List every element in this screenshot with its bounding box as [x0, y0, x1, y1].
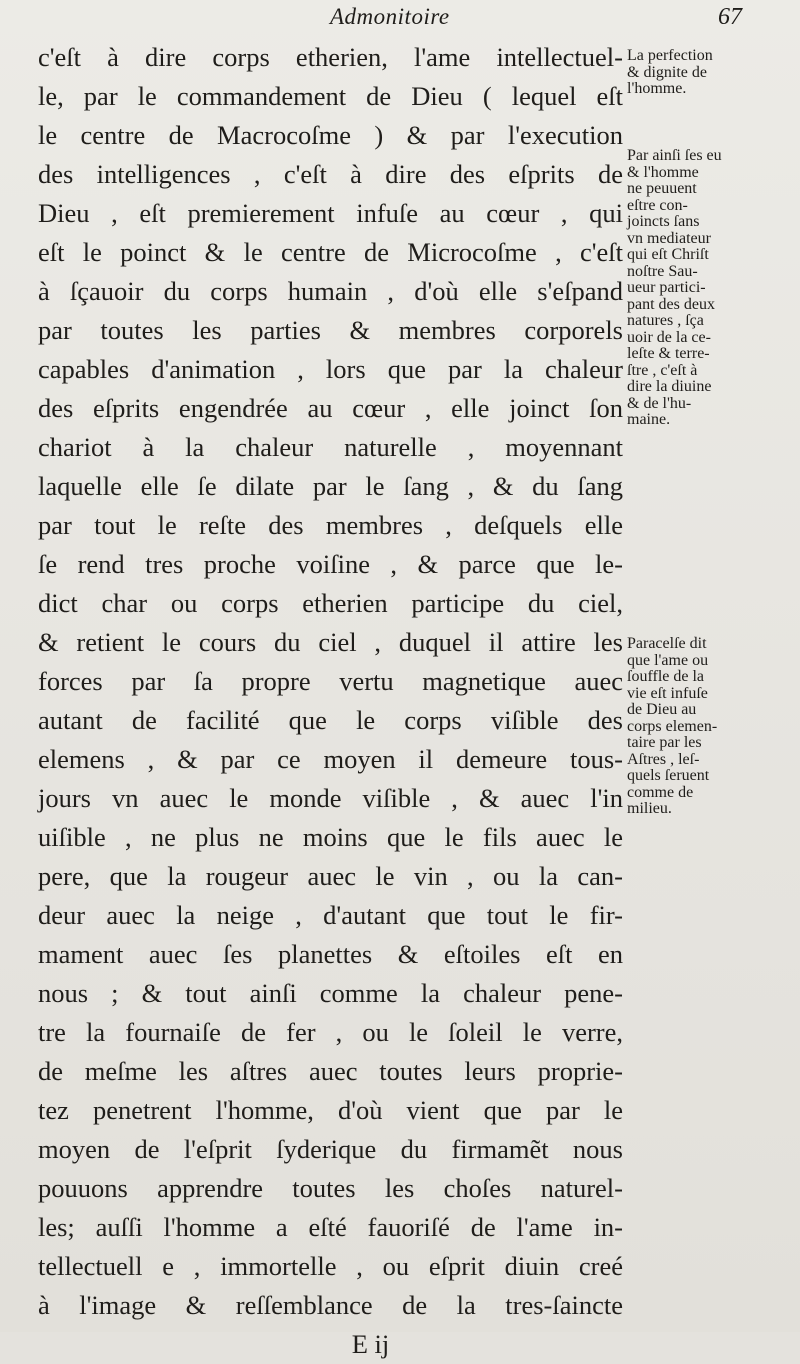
text-line: c'eſt à dire corps etherien, l'ame intellectuel- — [38, 42, 623, 72]
note-line: l'homme. — [627, 80, 687, 97]
text-line: deur auec la neige , d'autant que tout le fir- — [38, 900, 623, 930]
note-line: pant des deux — [627, 295, 715, 313]
text-line: les; auſſi l'homme a eſté fauoriſé de l'ame in- — [38, 1212, 623, 1242]
text-line: uiſible , ne plus ne moins que le fils auec le — [38, 822, 623, 852]
note-line: eſtre con- — [627, 196, 688, 214]
text-line: des eſprits engendrée au cœur , elle joinct ſon — [38, 393, 623, 423]
page-number: 67 — [718, 4, 742, 30]
marginal-note-paracelse — [627, 636, 797, 818]
note-line: leſte & terre- — [627, 345, 710, 362]
note-line: ſtre , c'eſt à — [627, 361, 698, 379]
text-line: forces par ſa propre vertu magnetique auec — [38, 666, 623, 696]
marginal-note-mediator — [627, 148, 797, 429]
text-line: moyen de l'eſprit ſyderique du firmamẽt nous — [38, 1134, 623, 1164]
page-header — [0, 4, 800, 34]
note-line: ne peuuent — [627, 180, 697, 197]
text-line: tre la fournaiſe de fer , ou le ſoleil le verre, — [38, 1017, 623, 1047]
text-line: tellectuell e , immortelle , ou eſprit diuin creé — [38, 1251, 623, 1281]
text-line: par toutes les parties & membres corporels — [38, 315, 623, 345]
note-line: taire par les — [627, 734, 702, 751]
note-line: natures , ſça — [627, 312, 704, 329]
text-line: pouuons apprendre toutes les choſes naturel- — [38, 1173, 623, 1203]
text-line: mament auec ſes planettes & eſtoiles eſt en — [38, 939, 623, 969]
text-line: le, par le commandement de Dieu ( lequel eſt — [38, 81, 623, 111]
note-line: corps elemen- — [627, 717, 718, 735]
marginal-note-perfection — [627, 48, 797, 98]
note-line: La perfection — [627, 47, 713, 64]
text-line: capables d'animation , lors que par la chaleur — [38, 354, 623, 384]
text-line: chariot à la chaleur naturelle , moyennant — [38, 432, 623, 462]
note-line: vie eſt infuſe — [627, 684, 708, 702]
catchword: E ij — [351, 1329, 390, 1359]
note-line: joincts ſans — [627, 213, 700, 230]
note-line: uoir de la ce- — [627, 328, 711, 346]
note-line: ſouffle de la — [627, 668, 705, 685]
text-line: de meſme les aſtres auec toutes leurs proprie- — [38, 1056, 623, 1086]
text-line: autant de facilité que le corps viſible des — [38, 705, 623, 735]
note-line: de Dieu au — [627, 701, 697, 718]
note-line: noſtre Sau- — [627, 262, 698, 280]
text-line: laquelle elle ſe dilate par le ſang , & du ſang — [38, 471, 623, 501]
text-line: Dieu , eſt premierement infuſe au cœur , qui — [38, 198, 623, 228]
note-line: milieu. — [627, 800, 672, 817]
text-line: ſe rend tres proche voiſine , & parce que le- — [38, 549, 623, 579]
note-line: Par ainſi ſes eu — [627, 147, 722, 164]
note-line: maine. — [627, 411, 671, 428]
note-line: quels ſeruent — [627, 767, 710, 784]
note-line: ueur partici- — [627, 279, 706, 296]
text-line: par tout le reſte des membres , deſquels elle — [38, 510, 623, 540]
note-line: dire la diuine — [627, 378, 712, 395]
text-line: des intelligences , c'eſt à dire des eſprits de — [38, 159, 623, 189]
main-text-column — [38, 38, 623, 1364]
text-line: à ſçauoir du corps humain , d'où elle s'eſpand — [38, 276, 623, 306]
note-line: qui eſt Chriſt — [627, 246, 709, 263]
text-line: pere, que la rougeur auec le vin , ou la can- — [38, 861, 623, 891]
text-line: & retient le cours du ciel , duquel il attire les — [38, 627, 623, 657]
text-line: eſt le poinct & le centre de Microcoſme , c'eſt — [38, 237, 623, 267]
note-line: & l'homme — [627, 163, 699, 181]
note-line: que l'ame ou — [627, 651, 709, 669]
text-line: elemens , & par ce moyen il demeure tous- — [38, 744, 623, 774]
text-line: jours vn auec le monde viſible , & auec l'in — [38, 783, 623, 813]
text-line: dict char ou corps etherien participe du ciel, — [38, 588, 623, 618]
note-line: Paracelſe dit — [627, 635, 707, 652]
text-line: à l'image & reſſemblance de la tres-ſaincte — [38, 1290, 623, 1320]
note-line: & dignite de — [627, 63, 707, 81]
note-line: comme de — [627, 783, 694, 801]
note-line: Aſtres , leſ- — [627, 750, 700, 768]
running-title: Admonitoire — [330, 4, 450, 29]
text-line: nous ; & tout ainſi comme la chaleur pene- — [38, 978, 623, 1008]
text-line: tez penetrent l'homme, d'où vient que par le — [38, 1095, 623, 1125]
note-line: & de l'hu- — [627, 394, 692, 412]
note-line: vn mediateur — [627, 229, 711, 247]
text-line: le centre de Macrocoſme ) & par l'execution — [38, 120, 623, 150]
